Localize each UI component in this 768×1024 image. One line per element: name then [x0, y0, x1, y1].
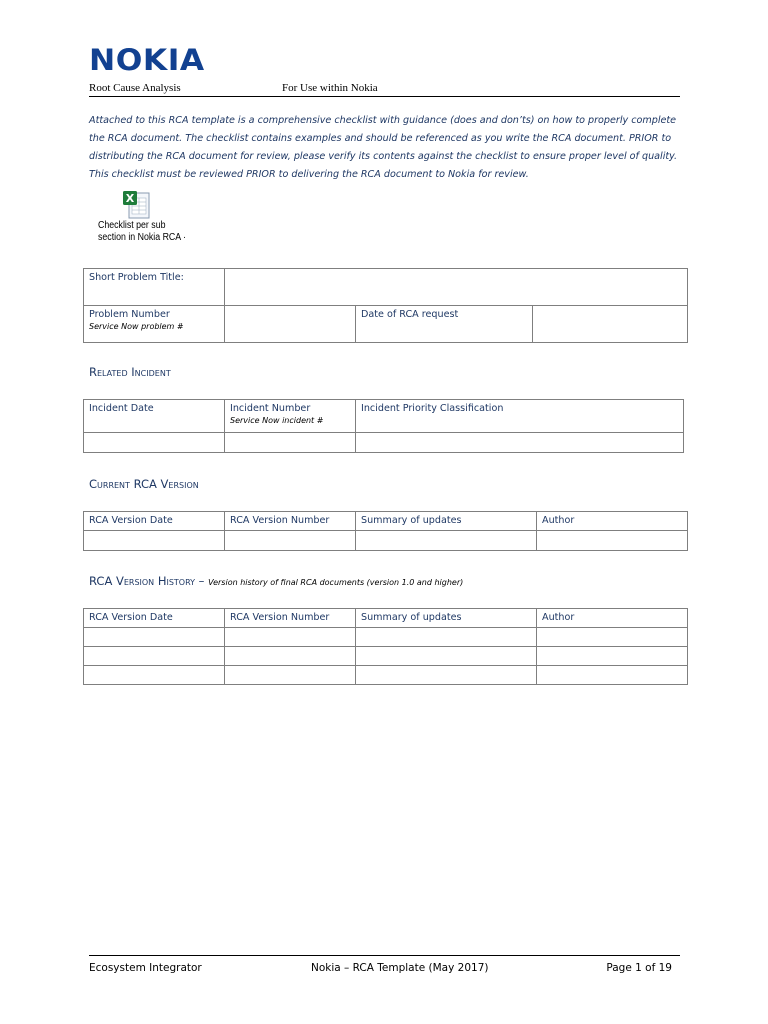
history-row-3-author[interactable]: [537, 666, 688, 685]
problem-number-label-text: Problem Number: [89, 309, 170, 320]
incident-priority-header: Incident Priority Classification: [356, 400, 684, 433]
version-history-title-text: RCA Version History –: [89, 574, 205, 588]
current-version-date-header: RCA Version Date: [84, 512, 225, 531]
footer-page-number: Page 1 of 19: [606, 962, 672, 974]
incident-date-header: Incident Date: [84, 400, 225, 433]
current-summary-cell[interactable]: [356, 531, 537, 551]
related-incident-table: [83, 399, 684, 453]
history-row-3-number[interactable]: [225, 666, 356, 685]
intro-paragraph: Attached to this RCA template is a comprehensive checklist with guidance (does and don’ts) on how to properly complete the RCA document. The checklist contains examples and should be referenced as you write the RCA document. PRIOR to distributing the RCA document for review, please verify its contents against the checklist to ensure proper level of quality. This checklist must be reviewed PRIOR to delivering the RCA document to Nokia for review.: [89, 115, 678, 180]
attachment-label-line2: section in Nokia RCA ·: [98, 232, 187, 243]
history-version-date-header: RCA Version Date: [84, 609, 225, 628]
problem-number-sub: Service Now problem #: [89, 322, 184, 331]
history-version-number-header: RCA Version Number: [225, 609, 356, 628]
version-history-table: [83, 608, 688, 685]
problem-number-label: [84, 306, 225, 343]
date-of-rca-request-label: Date of RCA request: [356, 306, 533, 343]
history-author-header: Author: [537, 609, 688, 628]
date-of-rca-request-field[interactable]: [533, 306, 688, 343]
current-version-date-cell[interactable]: [84, 531, 225, 551]
history-row-2-number[interactable]: [225, 647, 356, 666]
page-header: [89, 80, 680, 97]
current-author-cell[interactable]: [537, 531, 688, 551]
incident-number-cell[interactable]: [225, 433, 356, 453]
svg-text:X: X: [125, 192, 135, 205]
current-version-number-header: RCA Version Number: [225, 512, 356, 531]
incident-number-sub: Service Now incident #: [230, 416, 324, 425]
incident-number-header: [225, 400, 356, 433]
history-summary-header: Summary of updates: [356, 609, 537, 628]
checklist-attachment[interactable]: [100, 190, 192, 244]
footer-center: Nokia – RCA Template (May 2017): [311, 962, 489, 974]
incident-date-cell[interactable]: [84, 433, 225, 453]
footer-left: Ecosystem Integrator: [89, 962, 202, 974]
version-history-note: Version history of final RCA documents (version 1.0 and higher): [208, 578, 464, 587]
history-row-1-summary[interactable]: [356, 628, 537, 647]
history-row-1-date[interactable]: [84, 628, 225, 647]
incident-number-header-text: Incident Number: [230, 403, 311, 414]
excel-file-icon: [121, 190, 153, 220]
short-problem-title-label: Short Problem Title:: [84, 269, 225, 306]
related-incident-title: Related Incident: [89, 365, 171, 379]
current-version-table: [83, 511, 688, 551]
history-row-2-summary[interactable]: [356, 647, 537, 666]
incident-priority-cell[interactable]: [356, 433, 684, 453]
history-row-1-author[interactable]: [537, 628, 688, 647]
current-version-number-cell[interactable]: [225, 531, 356, 551]
nokia-logo: NOKIA: [89, 43, 205, 77]
rca-version-history-title: [89, 574, 463, 588]
header-left: Root Cause Analysis: [89, 82, 181, 94]
short-problem-title-field[interactable]: [225, 269, 688, 306]
history-row-2-author[interactable]: [537, 647, 688, 666]
history-row-3-summary[interactable]: [356, 666, 537, 685]
history-row-1-number[interactable]: [225, 628, 356, 647]
header-right: For Use within Nokia: [282, 82, 378, 94]
problem-table: [83, 268, 688, 343]
problem-number-field[interactable]: [225, 306, 356, 343]
current-summary-header: Summary of updates: [356, 512, 537, 531]
history-row-3-date[interactable]: [84, 666, 225, 685]
current-rca-version-title: Current RCA Version: [89, 477, 199, 491]
history-row-2-date[interactable]: [84, 647, 225, 666]
current-author-header: Author: [537, 512, 688, 531]
attachment-label-line1: Checklist per sub: [98, 220, 166, 231]
page-footer: [89, 955, 680, 979]
